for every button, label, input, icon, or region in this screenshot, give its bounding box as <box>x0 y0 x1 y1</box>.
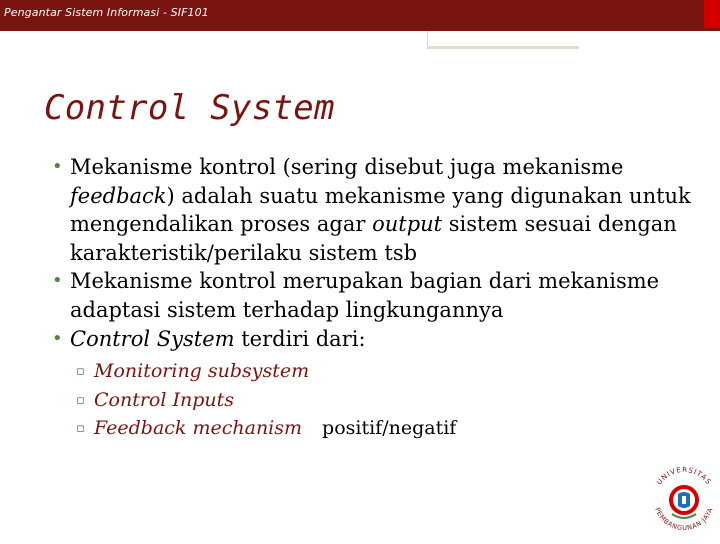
course-title: Pengantar Sistem Informasi - SIF101 <box>4 6 209 19</box>
header-accent <box>704 0 720 28</box>
bullet-2-text: Mekanisme kontrol merupakan bagian dari mekanisme adaptasi sistem terhadap lingkungannya <box>70 269 660 322</box>
sub-item-control-inputs-text: Control Inputs <box>94 388 235 411</box>
bullet-icon: • <box>52 270 63 292</box>
university-logo <box>646 456 720 540</box>
header-tab-accent <box>427 46 579 49</box>
logo-top-text: UNIVERSITAS <box>655 465 713 487</box>
bullet-1-text-b: ) adalah suatu mekanisme yang digunakan untuk mengendalikan proses agar <box>70 183 691 237</box>
sub-bullet-list <box>52 357 702 443</box>
sub-item-feedback-text: Feedback mechanism <box>94 417 303 440</box>
sub-item-monitoring <box>76 357 702 386</box>
sub-item-feedback-suffix: positif/negatif <box>322 417 457 440</box>
slide-body <box>52 153 702 443</box>
sub-item-feedback <box>76 414 702 443</box>
sub-item-monitoring-text: Monitoring subsystem <box>94 360 310 383</box>
sub-bullet-icon: ▫ <box>76 392 85 408</box>
slide-title: Control System <box>44 88 335 128</box>
sub-item-control-inputs <box>76 386 702 415</box>
bullet-1-text-c: sistem sesuai dengan karakteristik/perilaku sistem tsb <box>70 212 677 265</box>
svg-text:UNIVERSITAS <box>655 466 713 487</box>
bullet-item-1 <box>52 153 702 267</box>
bullet-1-italic-a: feedback <box>70 183 167 208</box>
bullet-item-2 <box>52 267 702 324</box>
bullet-3-italic: Control System <box>70 326 235 351</box>
bullet-icon: • <box>52 327 63 349</box>
svg-text:PEMBANGUNAN JAYA <box>653 506 714 532</box>
sub-bullet-icon: ▫ <box>76 421 85 437</box>
university-seal-icon <box>646 456 720 540</box>
logo-bottom-text: PEMBANGUNAN JAYA <box>653 506 715 533</box>
bullet-1-text-a: Mekanisme kontrol (sering disebut juga mekanisme <box>70 155 624 179</box>
bullet-item-3 <box>52 325 702 354</box>
bullet-1-italic-b: output <box>372 212 443 237</box>
bullet-3-text: terdiri dari: <box>234 326 366 351</box>
sub-bullet-icon: ▫ <box>76 364 85 380</box>
bullet-icon: • <box>52 156 63 177</box>
